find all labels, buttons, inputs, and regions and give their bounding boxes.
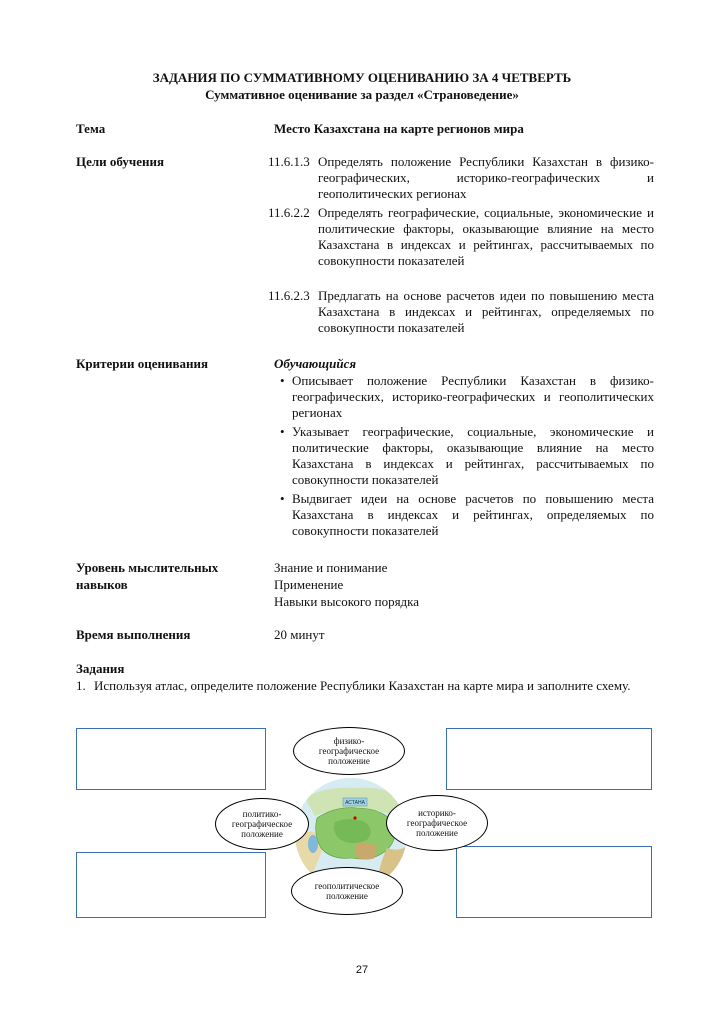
geopolitical-position-bubble: геополитическое положение: [291, 867, 403, 915]
criteria-text: Выдвигает идеи на основе расчетов по повышению места Казахстана в индексах и рейтингах, определяемых по совокупности показателей: [292, 491, 654, 538]
thinking-label-line1: Уровень мыслительных: [76, 560, 219, 575]
answer-box-bottom-left[interactable]: [76, 852, 266, 918]
criteria-label: Критерии оценивания: [76, 356, 209, 371]
thinking-label-line2: навыков: [76, 577, 128, 592]
answer-box-bottom-right[interactable]: [456, 846, 652, 918]
tasks-heading: Задания: [76, 661, 125, 676]
topic-value: Место Казахстана на карте регионов мира: [274, 121, 524, 136]
document-title: ЗАДАНИЯ ПО СУММАТИВНОМУ ОЦЕНИВАНИЮ ЗА 4 ЧЕТВЕРТЬ: [152, 70, 572, 85]
task-number: 1.: [76, 678, 86, 693]
physical-geographic-position-bubble: физико- географическое положение: [293, 727, 405, 775]
objectives-label: Цели обучения: [76, 154, 165, 169]
objective-code: 11.6.2.3: [268, 288, 310, 303]
criteria-item: [280, 424, 656, 488]
bullet-icon: •: [280, 491, 285, 506]
thinking-level: Применение: [274, 577, 344, 592]
duration-label: Время выполнения: [76, 627, 191, 642]
historical-geographic-position-bubble: историко- географическое положение: [386, 795, 488, 851]
bullet-icon: •: [280, 424, 285, 439]
criteria-item: [280, 373, 656, 421]
thinking-level: Знание и понимание: [274, 560, 388, 575]
objective-text: Определять положение Республики Казахстан в физико-географических, историко-географических и геополитических регионах: [318, 154, 654, 201]
objective-item: [268, 288, 656, 336]
criteria-heading: Обучающийся: [274, 356, 357, 371]
political-geographic-position-bubble: политико- географическое положение: [215, 798, 309, 850]
map-capital-label: АСТАНА: [345, 800, 365, 806]
objective-text: Определять географические, социальные, экономические и политические факторы, оказывающие влияние на место Казахстана в индексах и рейтингах, рассчитываемых по совокупности показателей: [318, 205, 654, 268]
answer-box-top-left[interactable]: [76, 728, 266, 790]
document-subtitle: Суммативное оценивание за раздел «Страноведение»: [205, 87, 519, 102]
bullet-icon: •: [280, 373, 285, 388]
objective-code: 11.6.2.2: [268, 205, 310, 220]
objective-text: Предлагать на основе расчетов идеи по повышению места Казахстана в индексах и рейтингах, определяемых по совокупности показателей: [318, 288, 654, 335]
criteria-text: Указывает географические, социальные, экономические и политические факторы, оказывающие влияние на место Казахстана в индексах и рейтингах, рассчитываемых по совокупности показателей: [292, 424, 654, 487]
objective-item: [268, 205, 656, 285]
criteria-text: Описывает положение Республики Казахстан в физико-географических, историко-географических и геополитических регионах: [292, 373, 654, 420]
criteria-item: [280, 491, 656, 539]
objective-item: [268, 154, 656, 202]
duration-value: 20 минут: [274, 627, 325, 642]
thinking-level: Навыки высокого порядка: [274, 594, 420, 609]
answer-box-top-right[interactable]: [446, 728, 652, 790]
page-number: 27: [355, 964, 369, 976]
topic-label: Тема: [76, 121, 106, 136]
task-text: Используя атлас, определите положение Республики Казахстан на карте мира и заполните схему.: [94, 678, 631, 693]
objective-code: 11.6.1.3: [268, 154, 310, 169]
